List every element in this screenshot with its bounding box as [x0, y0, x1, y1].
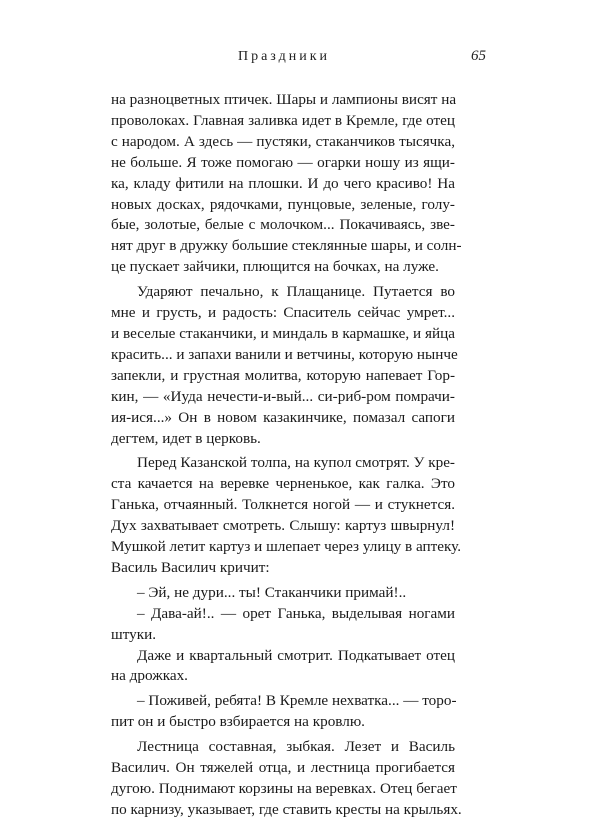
text-line: мне и грусть, и радость: Спаситель сейчас умрет... [111, 304, 455, 322]
body-text [111, 90, 462, 821]
text-line: проволоках. Главная заливка идет в Кремле, где отец [111, 111, 455, 129]
paragraph [111, 282, 458, 449]
text-line: Ударяют печально, к Плащанице. Путается во [137, 283, 455, 301]
text-line: ка, кладу фитили на плошки. И до чего красиво! На [111, 174, 455, 192]
text-line: кин, — «Иуда нечести-и-вый... си-риб-ром помрачи- [111, 387, 455, 405]
text-line: – Поживей, ребята! В Кремле нехватка... — торо- [137, 692, 457, 710]
text-line: запекли, и грустная молитва, которую напевает Гор- [111, 366, 455, 384]
text-line: – Эй, не дури... ты! Стаканчики примай!.. [137, 583, 407, 601]
text-line: Лестница составная, зыбкая. Лезет и Василь [137, 738, 455, 756]
text-line: бые, золотые, белые с молочком... Покачиваясь, зве- [111, 216, 455, 234]
text-line: на дрожках. [111, 667, 188, 685]
paragraph [111, 90, 462, 278]
text-line: Дух захватывает смотреть. Слышу: картуз швырнул! [111, 517, 455, 535]
text-line: Ганька, отчаянный. Толкнется ногой — и стукнется. [111, 496, 455, 514]
text-line: не больше. Я тоже помогаю — огарки ношу из ящи- [111, 153, 455, 171]
text-line: дегтем, идет в церковь. [111, 429, 261, 447]
text-line: – Дава-ай!.. — орет Ганька, выделывая ногами [137, 604, 455, 622]
text-line: на разноцветных птичек. Шары и лампионы висят на [111, 91, 457, 108]
paragraph [111, 691, 455, 733]
text-line: ста качается на веревке черненькое, как галка. Это [111, 475, 455, 493]
text-line: дугою. Поднимают корзины на веревках. Отец бегает [111, 780, 457, 797]
text-line: Даже и квартальный смотрит. Подкатывает отец [137, 646, 455, 664]
paragraph [111, 453, 462, 578]
text-line: нят друг в дружку большие стеклянные шары, и солн- [111, 237, 462, 255]
text-line: Мушкой летит картуз и шлепает через улицу в аптеку. [111, 538, 462, 556]
text-line: Перед Казанской толпа, на купол смотрят. У кре- [137, 454, 455, 472]
section-title: Праздники [237, 49, 330, 64]
page-number: 65 [471, 48, 486, 64]
running-head [112, 48, 486, 69]
text-line: ия-ися...» Он в новом казакинчике, помазал сапоги [111, 408, 455, 426]
text-line: пит он и быстро взбирается на кровлю. [111, 713, 365, 731]
text-line: штуки. [111, 625, 157, 643]
text-line: и веселые стаканчики, и миндаль в кармашке, и яйца [111, 324, 455, 342]
text-line: красить... и запахи ванили и ветчины, которую нынче [111, 345, 458, 363]
text-line: с народом. А здесь — пустяки, стаканчиков тысячка, [111, 132, 455, 150]
text-line: Василь Василич кричит: [111, 558, 270, 576]
paragraph [111, 583, 455, 604]
paragraph [111, 604, 455, 646]
text-line: по карнизу, указывает, где ставить кресты на крыльях. [111, 800, 462, 818]
paragraph [111, 646, 455, 688]
text-line: новых досках, рядочками, пунцовые, зеленые, голу- [111, 195, 455, 213]
text-line: це пускает зайчики, плющится на бочках, на луже. [111, 258, 439, 276]
text-line: Василич. Он тяжелей отца, и лестница прогибается [111, 759, 455, 777]
